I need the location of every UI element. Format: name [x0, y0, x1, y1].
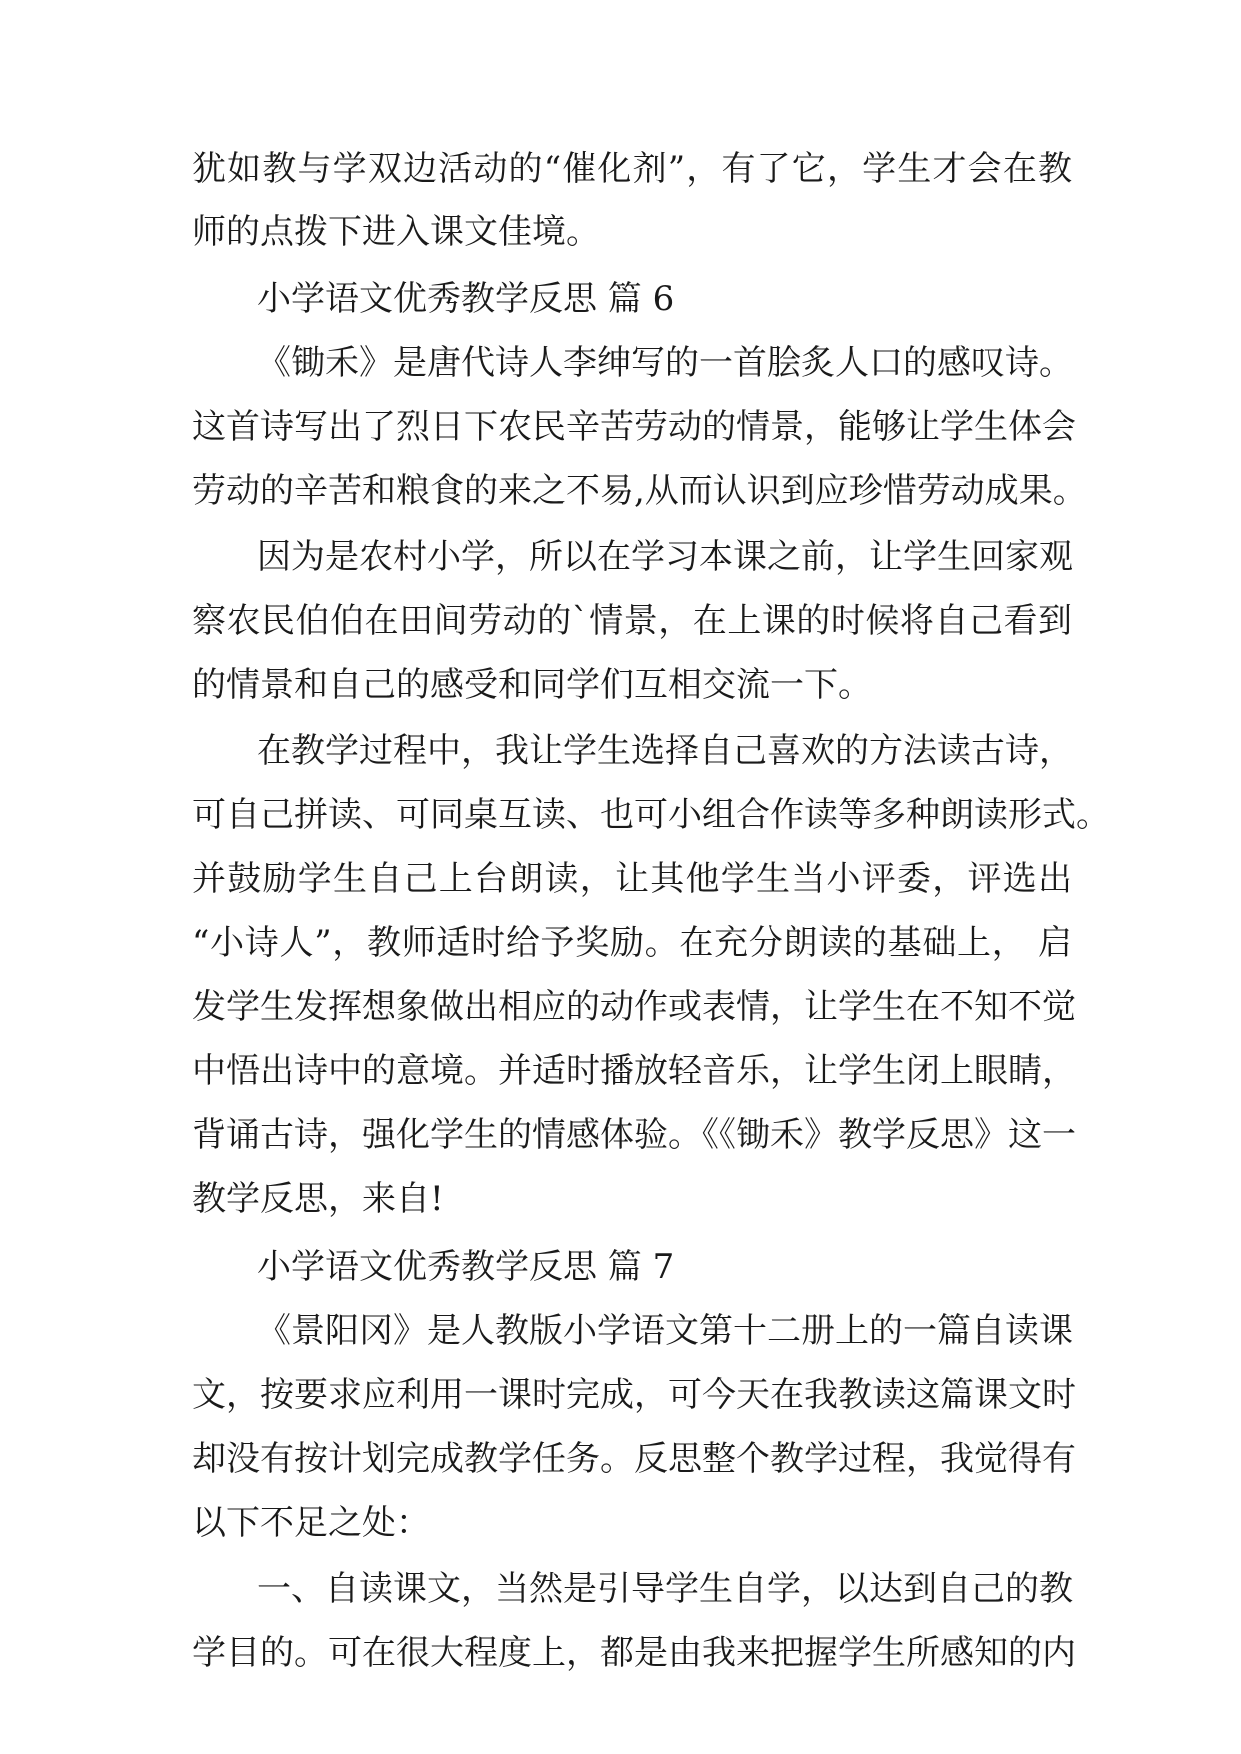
paragraph-line: 学目的。可在很大程度上，都是由我来把握学生所感知的内	[192, 1633, 1076, 1673]
paragraph-line: “小诗人”，教师适时给予奖励。在充分朗读的基础上， 启	[192, 923, 1072, 963]
paragraph-line: 犹如教与学双边活动的“催化剂”，有了它，学生才会在教	[192, 149, 1072, 189]
paragraph-line: 劳动的辛苦和粮食的来之不易,从而认识到应珍惜劳动成果。	[192, 471, 1087, 511]
section-heading: 小学语文优秀教学反思 篇 6	[257, 279, 675, 319]
paragraph-line: 《锄禾》是唐代诗人李绅写的一首脍炙人口的感叹诗。	[257, 343, 1073, 383]
paragraph-line: 《景阳冈》是人教版小学语文第十二册上的一篇自读课	[257, 1311, 1073, 1351]
paragraph-line: 师的点拨下进入课文佳境。	[192, 212, 600, 252]
paragraph-line: 一、自读课文，当然是引导学生自学，以达到自己的教	[257, 1569, 1073, 1609]
paragraph-line: 可自己拼读、可同桌互读、也可小组合作读等多种朗读形式。	[192, 795, 1110, 835]
paragraph-line: 这首诗写出了烈日下农民辛苦劳动的情景，能够让学生体会	[192, 407, 1076, 447]
paragraph-line: 教学反思，来自!	[192, 1179, 444, 1219]
paragraph-line: 中悟出诗中的意境。并适时播放轻音乐，让学生闭上眼睛，	[192, 1051, 1076, 1091]
paragraph-line: 在教学过程中，我让学生选择自己喜欢的方法读古诗，	[257, 731, 1073, 771]
paragraph-line: 因为是农村小学，所以在学习本课之前，让学生回家观	[257, 537, 1073, 577]
paragraph-line: 背诵古诗，强化学生的情感体验。《《锄禾》教学反思》这一	[192, 1115, 1076, 1155]
paragraph-line: 却没有按计划完成教学任务。反思整个教学过程，我觉得有	[192, 1439, 1076, 1479]
paragraph-line: 察农民伯伯在田间劳动的`情景，在上课的时候将自己看到	[192, 601, 1072, 641]
paragraph-line: 并鼓励学生自己上台朗读，让其他学生当小评委，评选出	[192, 859, 1072, 899]
section-heading: 小学语文优秀教学反思 篇 7	[257, 1247, 675, 1287]
paragraph-line: 文，按要求应利用一课时完成，可今天在我教读这篇课文时	[192, 1375, 1076, 1415]
paragraph-line: 的情景和自己的感受和同学们互相交流一下。	[192, 665, 872, 705]
paragraph-line: 以下不足之处：	[192, 1503, 430, 1543]
paragraph-line: 发学生发挥想象做出相应的动作或表情，让学生在不知不觉	[192, 987, 1076, 1027]
